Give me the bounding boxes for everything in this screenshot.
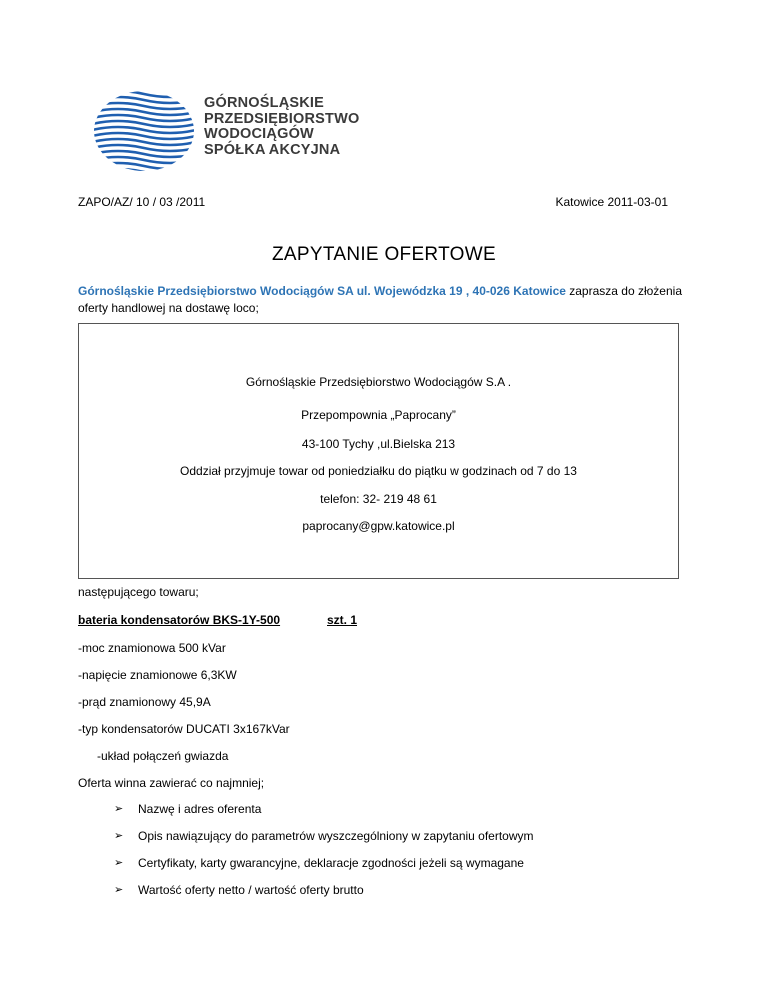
offer-requirement: Certyfikaty, karty gwarancyjne, deklaracje zgodności jeżeli są wymagane [138, 856, 524, 870]
waves-logo-icon [92, 86, 202, 176]
spec-line: -układ połączeń gwiazda [97, 749, 229, 763]
box-hours: Oddział przyjmuje towar od poniedziałku do piątku w godzinach od 7 do 13 [180, 464, 577, 478]
box-address: 43-100 Tychy ,ul.Bielska 213 [301, 437, 456, 451]
offer-requirement: Wartość oferty netto / wartość oferty brutto [138, 883, 364, 897]
intro-text: zaprasza do złożenia oferty handlowej na dostawę loco; [78, 284, 682, 315]
arrow-bullet-icon: ➢ [114, 803, 124, 815]
logo-line: WODOCIĄGÓW [204, 126, 314, 142]
logo-line: PRZEDSIĘBIORSTWO [204, 110, 360, 127]
goods-item-quantity: szt. 1 [327, 613, 358, 627]
logo-wordmark [204, 96, 359, 158]
arrow-bullet-icon: ➢ [114, 857, 124, 869]
box-phone: telefon: 32- 219 48 61 [320, 492, 437, 506]
document-reference: ZAPO/AZ/ 10 / 03 /2011 [78, 195, 206, 209]
logo-line: SPÓŁKA AKCYJNA [204, 141, 341, 158]
arrow-bullet-icon: ➢ [114, 884, 124, 896]
box-company: Górnośląskie Przedsiębiorstwo Wodociągów S.A . [245, 375, 512, 389]
box-station: Przepompownia „Paprocany” [301, 408, 456, 422]
offer-requirement: Nazwę i adres oferenta [138, 802, 262, 816]
document-title: ZAPYTANIE OFERTOWE [272, 244, 496, 265]
spec-line: -napięcie znamionowe 6,3KW [78, 668, 237, 682]
spec-line: -prąd znamionowy 45,9A [78, 695, 211, 709]
goods-lead: następującego towaru; [78, 585, 199, 599]
intro-company: Górnośląskie Przedsiębiorstwo Wodociągów SA ul. Wojewódzka 19 , 40-026 Katowice [78, 284, 566, 298]
spec-line: -typ kondensatorów DUCATI 3x167kVar [78, 722, 290, 736]
document-date: Katowice 2011-03-01 [555, 195, 668, 209]
arrow-bullet-icon: ➢ [114, 830, 124, 842]
company-logo [92, 86, 360, 176]
intro-paragraph [78, 283, 690, 317]
spec-line: -moc znamionowa 500 kVar [78, 641, 226, 655]
delivery-address-box [78, 323, 679, 579]
box-email: paprocany@gpw.katowice.pl [302, 519, 455, 533]
logo-line: GÓRNOŚLĄSKIE [204, 95, 325, 111]
offer-requirement: Opis nawiązujący do parametrów wyszczególniony w zapytaniu ofertowym [138, 829, 534, 843]
goods-item-name: bateria kondensatorów BKS-1Y-500 [78, 613, 281, 627]
offer-lead: Oferta winna zawierać co najmniej; [78, 776, 265, 790]
